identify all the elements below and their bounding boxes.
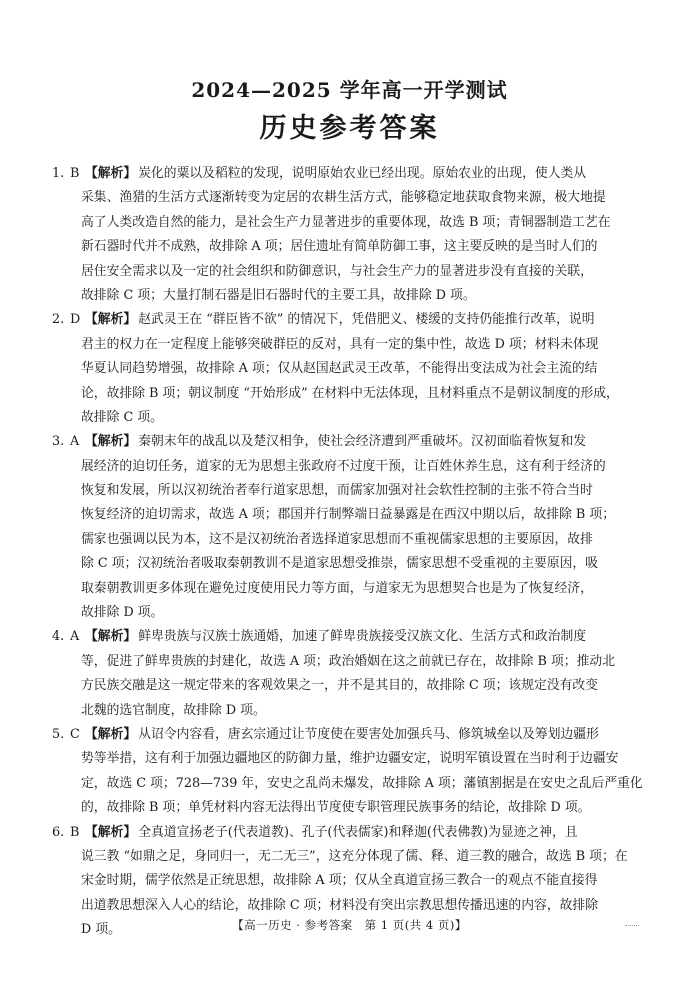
answer-line bbox=[52, 333, 648, 357]
answer-line bbox=[52, 260, 648, 284]
analysis-tag: 【解析】 bbox=[85, 312, 137, 328]
answer-item bbox=[52, 308, 648, 430]
answer-line bbox=[52, 235, 648, 259]
analysis-text: 居住安全需求以及一定的社会组织和防御意识，与社会生产力的显著进步没有直接的关联， bbox=[81, 263, 593, 279]
answer-line bbox=[52, 382, 648, 406]
answer-line bbox=[52, 162, 648, 186]
question-number: 6. bbox=[52, 824, 65, 840]
analysis-text: 方民族交融是这一规定带来的客观效果之一，并不是其目的，故排除 C 项；该规定没有改变 bbox=[81, 678, 599, 694]
analysis-text: 展经济的迫切任务，道家的无为思想主张政府不过度干预，让百姓休养生息，这有利于经济的 bbox=[81, 458, 606, 474]
analysis-text: 北魏的选官制度，故排除 D 项。 bbox=[81, 702, 266, 718]
correct-option: C bbox=[70, 726, 80, 742]
question-number: 1. bbox=[52, 166, 65, 181]
answer-list bbox=[52, 162, 648, 943]
analysis-text: 新石器时代并不成熟，故排除 A 项；居住遗址有简单防御工事，这主要反映的是当时人们的 bbox=[81, 239, 598, 255]
analysis-tag: 【解析】 bbox=[85, 166, 137, 181]
analysis-text: 势等举措，这有利于加强边疆地区的防御力量，维护边疆安定，说明军镇设置在当时利于边疆安 bbox=[81, 751, 619, 767]
analysis-text: 炭化的粟以及稻粒的发现，说明原始农业已经出现。原始农业的出现，使人类从 bbox=[138, 166, 587, 181]
answer-line bbox=[52, 796, 648, 820]
answer-line bbox=[52, 772, 648, 796]
analysis-text: 定，故选 C 项；728—739 年，安史之乱尚未爆发，故排除 A 项；藩镇割据是在安史之乱后严重化 bbox=[81, 775, 643, 791]
answer-line bbox=[52, 430, 648, 454]
answer-line bbox=[52, 577, 648, 601]
answer-line bbox=[52, 894, 648, 918]
analysis-text: 说三教 “如鼎之足，身同归一，无二无三”，这充分体现了儒、释、道三教的融合，故选 B 项；在 bbox=[81, 848, 628, 864]
analysis-text: 的，故排除 B 项；单凭材料内容无法得出节度使专职管理民族事务的结论，故排除 D 项。 bbox=[81, 800, 591, 816]
correct-option: A bbox=[70, 434, 80, 450]
answer-key-title: 历史参考答案 bbox=[259, 113, 440, 144]
question-number: 3. bbox=[52, 434, 65, 450]
answer-line bbox=[52, 503, 648, 527]
analysis-text: 故排除 D 项。 bbox=[81, 605, 164, 621]
analysis-text: 赵武灵王在 “群臣皆不欲” 的情况下，凭借肥义、楼缓的支持仍能推行改革，说明 bbox=[138, 312, 595, 328]
answer-line bbox=[52, 455, 648, 479]
correct-option: B bbox=[70, 824, 80, 840]
question-number: 2. bbox=[52, 312, 65, 328]
analysis-text: 恢复和发展，所以汉初统治者奉行道家思想，而儒家加强对社会软性控制的主张不符合当时 bbox=[81, 483, 593, 499]
answer-item bbox=[52, 430, 648, 625]
analysis-text: 恢复经济的迫切需求，故选 A 项；郡国并行制弊端日益暴露是在西汉中期以后，故排除 B 项； bbox=[81, 507, 615, 523]
question-number: 5. bbox=[52, 726, 65, 742]
analysis-text: 故排除 C 项。 bbox=[81, 409, 163, 425]
analysis-text: 取秦朝教训更多体现在避免过度使用民力等方面，与道家无为思想契合也是为了恢复经济， bbox=[81, 580, 593, 596]
analysis-tag: 【解析】 bbox=[85, 629, 137, 645]
correct-option: B bbox=[70, 166, 80, 181]
answer-line bbox=[52, 747, 648, 771]
analysis-text: D 项。 bbox=[81, 922, 121, 938]
analysis-tag: 【解析】 bbox=[85, 726, 137, 742]
analysis-text: 秦朝末年的战乱以及楚汉相争，使社会经济遭到严重破坏。汉初面临着恢复和发 bbox=[138, 434, 587, 450]
page-footer: 【高一历史 · 参考答案 第 1 页(共 4 页)】 bbox=[232, 918, 467, 932]
answer-line bbox=[52, 625, 648, 649]
analysis-text: 宋金时期，儒学依然是正统思想，故排除 A 项；仅从全真道宣扬三教合一的观点不能直接得 bbox=[81, 873, 598, 889]
answer-line bbox=[52, 308, 648, 332]
answer-line bbox=[52, 211, 648, 235]
analysis-text: 从诏令内容看，唐玄宗通过让节度使在要害处加强兵马、修筑城垒以及筹划边疆形 bbox=[138, 726, 599, 742]
correct-option: D bbox=[70, 312, 81, 328]
answer-line bbox=[52, 723, 648, 747]
answer-line bbox=[52, 601, 648, 625]
answer-line bbox=[52, 821, 648, 845]
answer-line bbox=[52, 406, 648, 430]
analysis-text: 全真道宣扬老子(代表道教)、孔子(代表儒家)和释迦(代表佛教)为显迹之神，且 bbox=[138, 824, 578, 840]
analysis-text: 论，故排除 B 项；朝议制度 “开始形成” 在材料中无法体现，且材料重点不是朝议制度的形成， bbox=[81, 385, 619, 401]
analysis-tag: 【解析】 bbox=[85, 434, 137, 450]
answer-item bbox=[52, 162, 648, 308]
answer-line bbox=[52, 528, 648, 552]
analysis-text: 君主的权力在一定程度上能够突破群臣的反对，具有一定的集中性，故选 D 项；材料未体现 bbox=[81, 336, 599, 352]
footer-dots bbox=[625, 925, 639, 928]
answer-line bbox=[52, 845, 648, 869]
analysis-text: 等，促进了鲜卑贵族的封建化，故选 A 项；政治婚姻在这之前就已存在，故排除 B 项；推动北 bbox=[81, 653, 615, 669]
answer-line bbox=[52, 186, 648, 210]
analysis-text: 高了人类改造自然的能力，是社会生产力显著进步的重要体现，故选 B 项；青铜器制造工艺在 bbox=[81, 214, 611, 230]
answer-item bbox=[52, 723, 648, 821]
analysis-text: 鲜卑贵族与汉族士族通婚，加速了鲜卑贵族接受汉族文化、生活方式和政治制度 bbox=[138, 629, 587, 645]
answer-line bbox=[52, 650, 648, 674]
analysis-text: 出道教思想深入人心的结论，故排除 C 项；材料没有突出宗教思想传播迅速的内容，故排除 bbox=[81, 897, 599, 913]
correct-option: A bbox=[70, 629, 80, 645]
answer-line bbox=[52, 869, 648, 893]
answer-line bbox=[52, 674, 648, 698]
analysis-text: 华夏认同趋势增强，故排除 A 项；仅从赵国赵武灵王改革，不能得出变法成为社会主流的结 bbox=[81, 361, 598, 377]
answer-line bbox=[52, 699, 648, 723]
answer-line bbox=[52, 284, 648, 308]
analysis-text: 除 C 项；汉初统治者吸取秦朝教训不是道家思想受推崇，儒家思想不受重视的主要原因，吸 bbox=[81, 556, 599, 572]
analysis-tag: 【解析】 bbox=[85, 824, 137, 840]
exam-title: 2024—2025 学年高一开学测试 bbox=[191, 78, 508, 102]
answer-item bbox=[52, 625, 648, 723]
question-number: 4. bbox=[52, 629, 65, 645]
analysis-text: 采集、渔猎的生活方式逐渐转变为定居的农耕生活方式，能够稳定地获取食物来源，极大地提 bbox=[81, 190, 606, 206]
answer-line bbox=[52, 357, 648, 381]
analysis-text: 故排除 C 项；大量打制石器是旧石器时代的主要工具，故排除 D 项。 bbox=[81, 287, 476, 303]
analysis-text: 儒家也强调以民为本，这不是汉初统治者选择道家思想而不重视儒家思想的主要原因，故排 bbox=[81, 531, 593, 547]
answer-line bbox=[52, 479, 648, 503]
answer-line bbox=[52, 552, 648, 576]
